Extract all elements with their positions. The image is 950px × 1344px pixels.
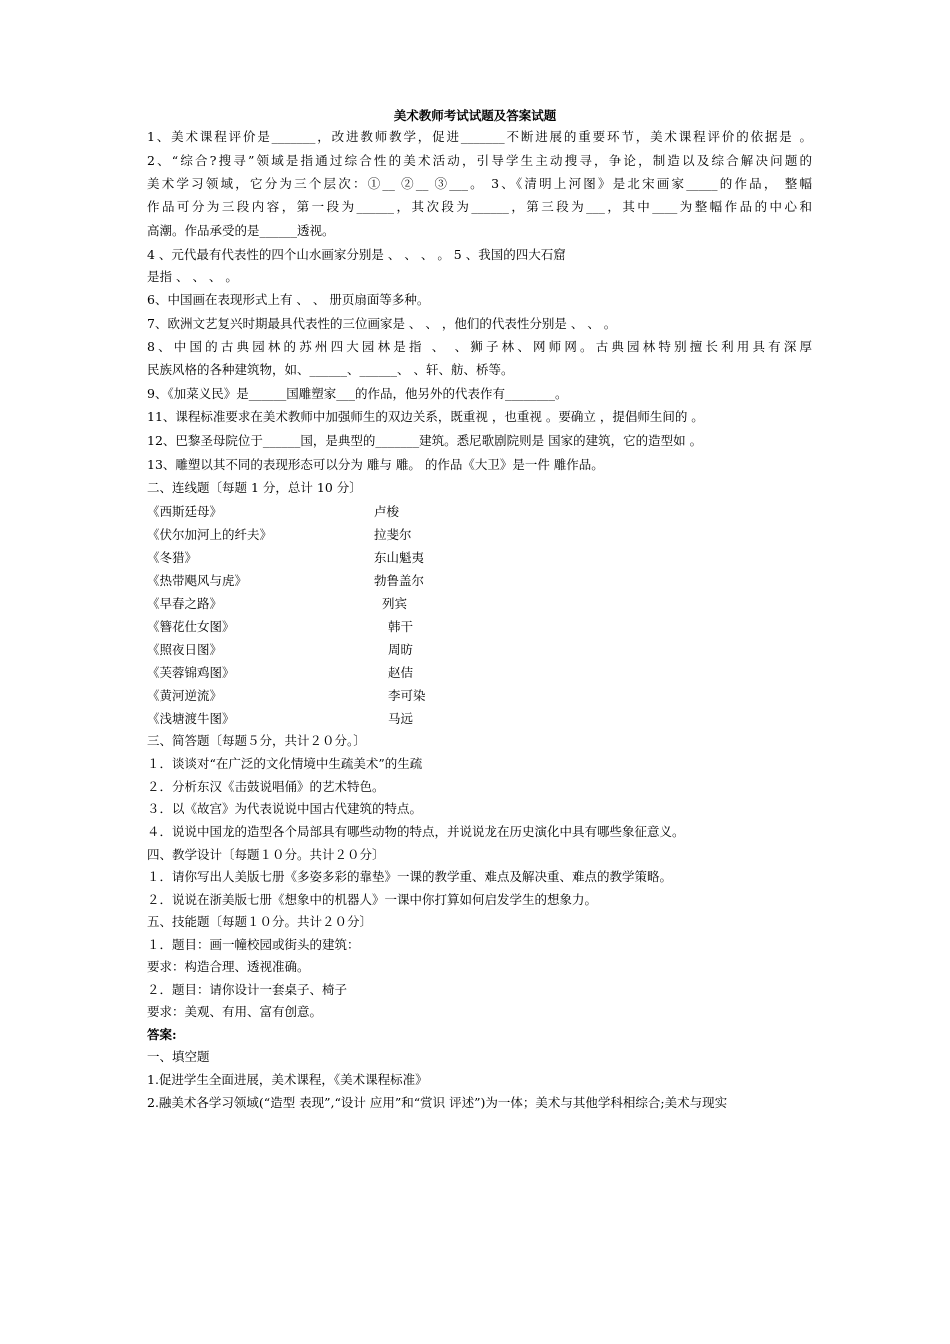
matching-artist: 赵佶	[388, 665, 414, 680]
matching-work: 《西斯廷母》	[147, 504, 223, 519]
matching-artist: 李可染	[388, 688, 426, 703]
matching-work: 《热带飓风与虎》	[147, 573, 248, 588]
question-line: 民族风格的各种建筑物，如、______、______、 、轩、舫、桥等。	[147, 362, 514, 377]
short-answer-item: ４．说说中国龙的造型各个局部具有哪些动物的特点，并说说龙在历史演化中具有哪些象征意义。	[147, 824, 685, 839]
matching-work: 《黄河逆流》	[147, 688, 223, 703]
short-answer-item: ３．以《故宫》为代表说说中国古代建筑的特点。	[147, 801, 423, 816]
question-line: 是指 、 、 、 。	[147, 269, 238, 284]
skills-item: 要求：构造合理、透视准确。	[147, 959, 310, 974]
skills-item: １．题目：画一幢校园或街头的建筑：	[147, 937, 360, 952]
question-line: 作品可分为三段内容，第一段为______，其次段为______，第三段为___，其中____为整幅作品的中心和	[147, 199, 812, 214]
short-answer-item: １．谈谈对“在广泛的文化情境中生疏美术”的生疏	[147, 756, 423, 771]
question-line: 6、中国画在表现形式上有 、 、 册页扇面等多种。	[147, 292, 430, 307]
question-line: 高潮。作品承受的是______透视。	[147, 223, 335, 238]
section-heading-teaching-design: 四、教学设计〔每题１０分。共计２０分〕	[147, 847, 385, 862]
matching-work: 《浅塘渡牛图》	[147, 711, 235, 726]
answers-heading: 答案:	[147, 1027, 177, 1042]
question-line: 9、《加菜义民》是______国雕塑家___的作品，他另外的代表作有________。	[147, 386, 568, 401]
question-line: 2、“综合?搜寻”领域是指通过综合性的美术活动，引导学生主动搜寻，争论，制造以及综合解决问题的	[147, 153, 812, 168]
question-line: 13、雕塑以其不同的表现形态可以分为 雕与 雕。 的作品《大卫》是一件 雕作品。	[147, 457, 604, 472]
question-line: 4 、元代最有代表性的四个山水画家分别是 、 、 、 。 5 、我国的四大石窟	[147, 247, 566, 262]
teaching-design-item: ２．说说在浙美版七册《想象中的机器人》一课中你打算如何启发学生的想象力。	[147, 892, 598, 907]
question-line: 美术学习领域，它分为三个层次：①__ ②__ ③___。 3、《清明上河图》是北宋画家_____的作品， 整幅	[147, 176, 812, 191]
matching-work: 《冬猎》	[147, 550, 198, 565]
matching-artist: 东山魁夷	[374, 550, 425, 565]
teaching-design-item: １．请你写出人美版七册《多姿多彩的靠垫》一课的教学重、难点及解决重、难点的教学策略。	[147, 869, 673, 884]
section-heading-matching: 二、连线题〔每题 1 分，总计 10 分〕	[147, 480, 362, 495]
answer-item: 2.融美术各学习领域(“造型 表现”,“设计 应用”和“赏识 评述”)为一体；美术与其他学科相综合;美术与现实	[147, 1095, 728, 1110]
matching-artist: 周昉	[388, 642, 414, 657]
matching-artist: 勃鲁盖尔	[374, 573, 425, 588]
short-answer-item: ２．分析东汉《击鼓说唱俑》的艺术特色。	[147, 779, 385, 794]
matching-work: 《芙蓉锦鸡图》	[147, 665, 235, 680]
matching-artist: 马远	[388, 711, 414, 726]
question-line: 7、欧洲文艺复兴时期最具代表性的三位画家是 、 、 ，他们的代表性分别是 、 、 。	[147, 316, 617, 331]
question-line: 1、美术课程评价是_______，改进教师教学，促进_______不断进展的重要环节，美术课程评价的依据是 。	[147, 129, 812, 144]
answers-subheading: 一、填空题	[147, 1049, 210, 1064]
question-line: 8、中国的古典园林的苏州四大园林是指 、 、狮子林、网师网。古典园林特别擅长利用具有深厚	[147, 339, 812, 354]
skills-item: 要求：美观、有用、富有创意。	[147, 1004, 323, 1019]
matching-work: 《照夜日图》	[147, 642, 223, 657]
answer-item: 1.促进学生全面进展，美术课程，《美术课程标准》	[147, 1072, 428, 1087]
matching-work: 《伏尔加河上的纤夫》	[147, 527, 273, 542]
matching-artist: 卢梭	[374, 504, 400, 519]
section-heading-skills: 五、技能题〔每题１０分。共计２０分〕	[147, 914, 373, 929]
matching-artist: 拉斐尔	[374, 527, 412, 542]
question-line: 12、巴黎圣母院位于______国，是典型的_______建筑。悉尼歌剧院则是 国家的建筑，它的造型如 。	[147, 433, 703, 448]
page-title: 美术教师考试试题及答案试题	[393, 108, 557, 123]
skills-item: ２．题目：请你设计一套桌子、椅子	[147, 982, 348, 997]
matching-artist: 列宾	[382, 596, 408, 611]
question-line: 11、课程标准要求在美术教师中加强师生的双边关系，既重视 ，也重视 。要确立 ，提倡师生间的 。	[147, 409, 704, 424]
section-heading-short-answer: 三、简答题〔每题５分，共计２０分。〕	[147, 733, 366, 748]
matching-artist: 韩干	[388, 619, 414, 634]
matching-work: 《早春之路》	[147, 596, 223, 611]
matching-work: 《簪花仕女图》	[147, 619, 235, 634]
